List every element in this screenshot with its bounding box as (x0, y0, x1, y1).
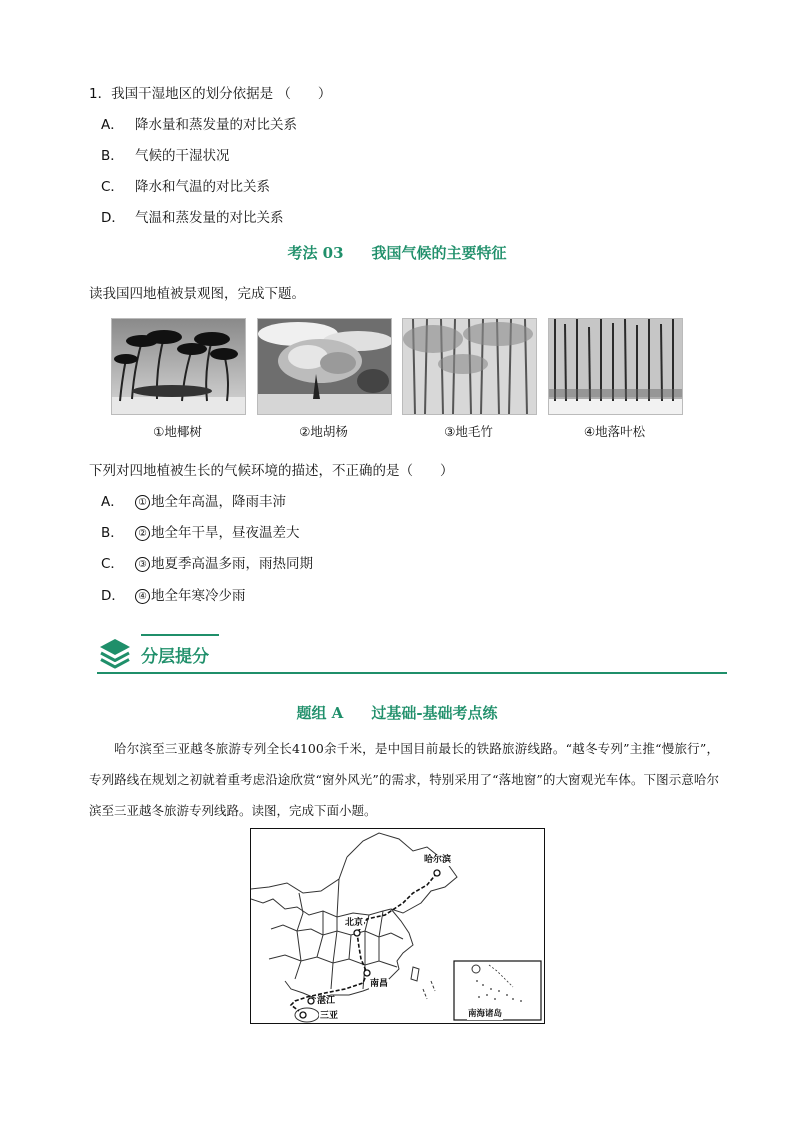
group-a-heading: 题组 A 过基础-基础考点练 (296, 704, 498, 722)
city-label-beijing: 北京 (345, 918, 364, 928)
caption-photo-3: ③地毛竹 (444, 424, 493, 439)
question-1-option-b[interactable]: B． 气候的干湿状况 (101, 148, 230, 164)
banner-top-accent (141, 634, 219, 636)
intro-text: 读我国四地植被景观图，完成下题。 (89, 286, 305, 302)
china-map-outline (251, 829, 544, 1023)
caption-photo-4: ④地落叶松 (583, 424, 646, 439)
city-label-harbin: 哈尔滨 (424, 855, 452, 865)
circled-number-3: ③ (135, 557, 150, 572)
inset-label-south-china-sea-islands: 南海诸岛 (468, 1009, 503, 1019)
banner-underline (97, 672, 727, 674)
circled-number-2: ② (135, 526, 150, 541)
question-1-option-a[interactable]: A． 降水量和蒸发量的对比关系 (101, 117, 297, 133)
question-2-option-d[interactable]: D． ④ 地全年寒冷少雨 (101, 588, 246, 604)
question-2-option-b[interactable]: B． ② 地全年干旱，昼夜温差大 (101, 525, 300, 541)
photo-bamboo (402, 318, 537, 415)
circled-number-4: ④ (135, 589, 150, 604)
section-heading-03: 考法 03 我国气候的主要特征 (287, 244, 507, 262)
question-1-stem: 1．我国干湿地区的划分依据是 （ ） (89, 86, 332, 102)
question-2-option-a[interactable]: A． ① 地全年高温，降雨丰沛 (101, 494, 286, 510)
city-label-nanchang: 南昌 (370, 979, 389, 989)
photo-populus-euphratica (257, 318, 392, 415)
photo-larch (548, 318, 683, 415)
passage-text: 哈尔滨至三亚越冬旅游专列全长4100余千米，是中国目前最长的铁路旅游线路。“越冬专列”主推“慢旅行”，专列路线在规划之初就着重考虑沿途欣赏“窗外风光”的需求，特别采用了“落地窗”的大窗观光车体。下图示意哈尔滨至三亚越冬旅游专列线路。读图，完成下面小题。 (89, 741, 719, 818)
question-2-option-c[interactable]: C． ③ 地夏季高温多雨，雨热同期 (101, 556, 313, 572)
photo-coconut-palm (111, 318, 246, 415)
city-label-zhanjiang: 湛江 (317, 996, 336, 1006)
banner-title: 分层提分 (141, 647, 209, 667)
layer-banner (97, 634, 727, 676)
caption-photo-2: ②地胡杨 (299, 424, 348, 439)
city-label-sanya: 三亚 (320, 1011, 339, 1021)
circled-number-1: ① (135, 495, 150, 510)
question-1-option-d[interactable]: D． 气温和蒸发量的对比关系 (101, 210, 284, 226)
railway-route-map (250, 828, 545, 1024)
question-1-option-c[interactable]: C． 降水和气温的对比关系 (101, 179, 270, 195)
caption-photo-1: ①地椰树 (153, 424, 202, 439)
layers-icon (97, 636, 133, 672)
question-2-stem: 下列对四地植被生长的气候环境的描述，不正确的是（ ） (89, 463, 454, 479)
